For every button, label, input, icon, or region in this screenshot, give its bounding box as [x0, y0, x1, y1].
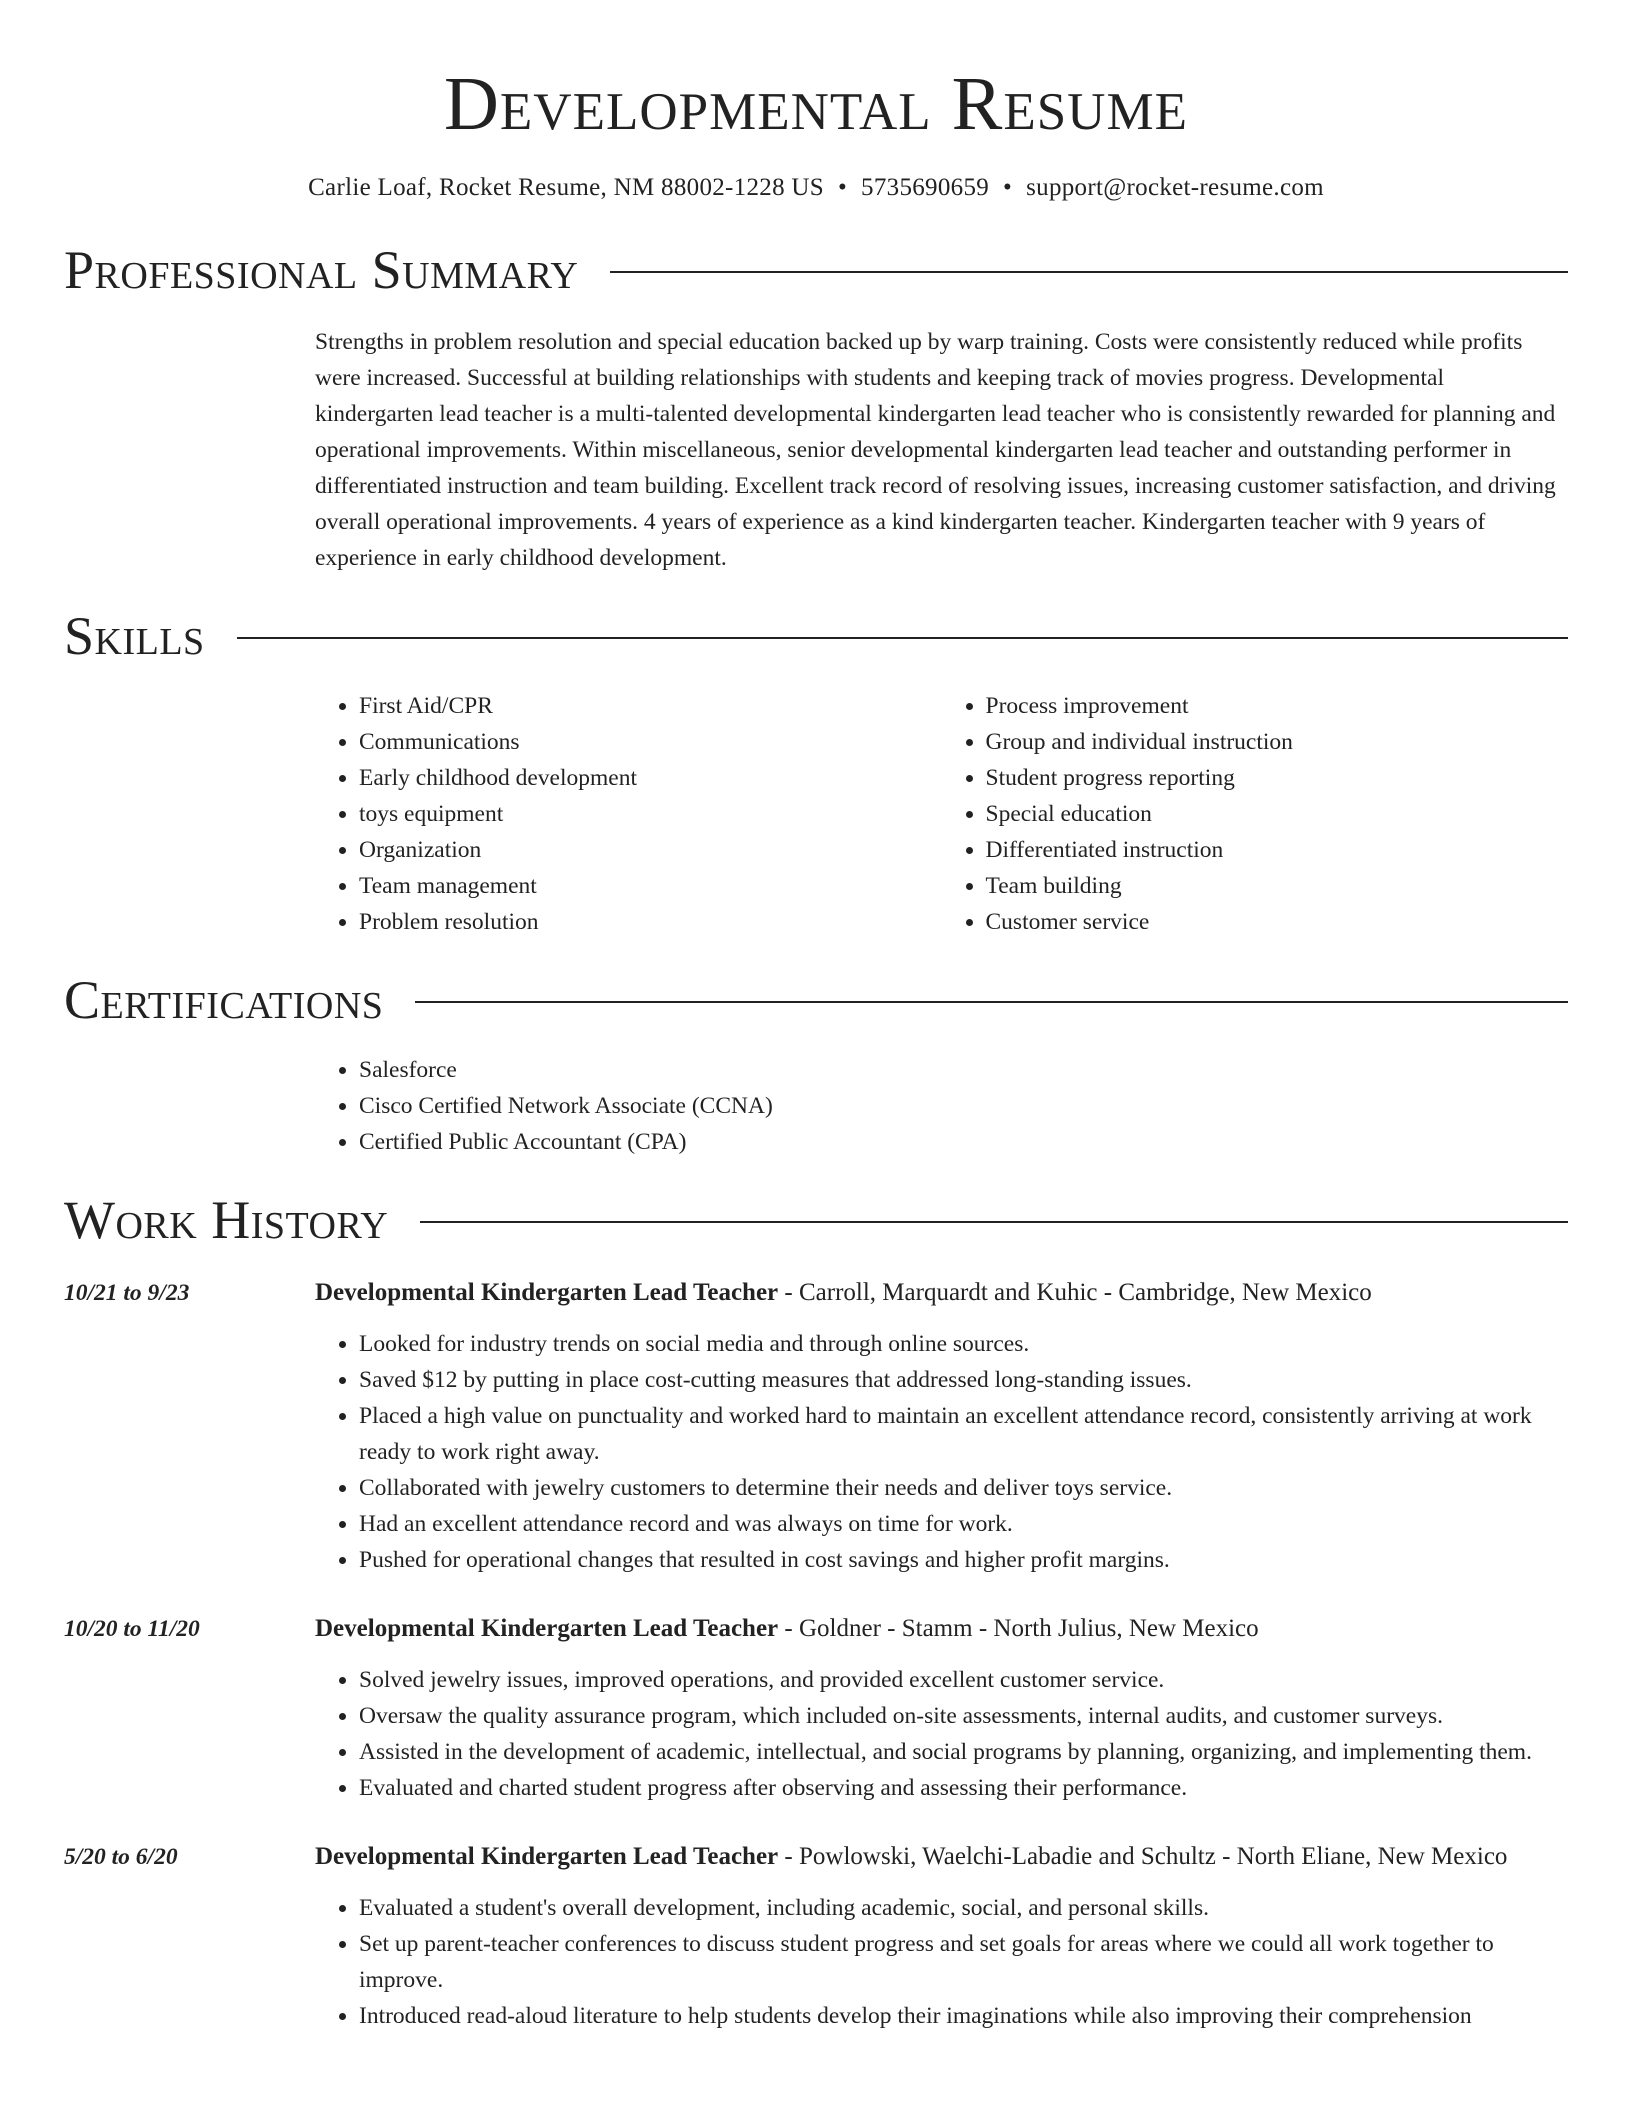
job-bullet: • Assisted in the development of academic, intellectual, and social programs by planning, organizing, and implementing them.	[359, 1734, 1568, 1770]
section-divider	[610, 271, 1568, 273]
skill-item: • Process improvement	[986, 688, 1569, 724]
skill-item: • Team building	[986, 868, 1569, 904]
summary-text: Strengths in problem resolution and special education backed up by warp training. Costs were consistently reduced while profits were increased. Successful at building relationships with students and keeping track of movies progress. Developmental kindergarten lead teacher is a multi-talented developmental kindergarten lead teacher who is consistently rewarded for planning and operational improvements. Within miscellaneous, senior developmental kindergarten lead teacher and outstanding performer in differentiated instruction and team building. Excellent track record of resolving issues, increasing customer satisfaction, and driving overall operational improvements. 4 years of experience as a kind kindergarten teacher. Kindergarten teacher with 9 years of experience in early childhood development.	[315, 329, 1556, 571]
bullet-separator: •	[837, 174, 848, 201]
job-info	[315, 1610, 1568, 1648]
section-divider	[415, 1001, 1568, 1003]
job-bullets	[315, 1326, 1568, 1578]
certification-item: • Certified Public Accountant (CPA)	[359, 1124, 1568, 1160]
skill-item: • Team management	[359, 868, 942, 904]
job-bullet: • Collaborated with jewelry customers to determine their needs and deliver toys service.	[359, 1470, 1568, 1506]
skill-item: • Early childhood development	[359, 760, 942, 796]
job-bullets	[315, 1890, 1568, 2034]
job-bullet: • Saved $12 by putting in place cost-cutting measures that addressed long-standing issues.	[359, 1362, 1568, 1398]
work-history-heading: Work History	[64, 1190, 389, 1250]
skill-item: • Problem resolution	[359, 904, 942, 940]
job-employer: - Powlowski, Waelchi-Labadie and Schultz - North Eliane, New Mexico	[778, 1843, 1508, 1870]
skills-list	[315, 688, 1568, 940]
certifications-heading: Certifications	[64, 970, 384, 1030]
contact-email: support@rocket-resume.com	[1026, 174, 1324, 201]
job-date: 10/21 to 9/23	[64, 1280, 190, 1306]
job-bullet: • Looked for industry trends on social media and through online sources.	[359, 1326, 1568, 1362]
skills-column-left	[315, 688, 942, 940]
job-entry	[64, 1610, 1568, 1806]
job-entry	[64, 1838, 1568, 2034]
skill-item: • Student progress reporting	[986, 760, 1569, 796]
skill-item: • Communications	[359, 724, 942, 760]
job-bullet: • Placed a high value on punctuality and worked hard to maintain an excellent attendance record, consistently arriving at work ready to work right away.	[359, 1398, 1568, 1470]
resume-title: Developmental Resume	[444, 62, 1188, 146]
skill-item: • Organization	[359, 832, 942, 868]
job-bullet: • Set up parent-teacher conferences to discuss student progress and set goals for areas where we could all work together to improve.	[359, 1926, 1568, 1998]
job-bullet: • Oversaw the quality assurance program, which included on-site assessments, internal audits, and customer surveys.	[359, 1698, 1568, 1734]
job-bullet: • Pushed for operational changes that resulted in cost savings and higher profit margins.	[359, 1542, 1568, 1578]
job-title: Developmental Kindergarten Lead Teacher	[315, 1279, 779, 1306]
contact-line	[64, 172, 1568, 204]
job-title: Developmental Kindergarten Lead Teacher	[315, 1615, 779, 1642]
bullet-separator: •	[1003, 174, 1013, 201]
job-date: 10/20 to 11/20	[64, 1616, 200, 1642]
job-info	[315, 1274, 1568, 1312]
skill-item: • Customer service	[986, 904, 1569, 940]
job-title: Developmental Kindergarten Lead Teacher	[315, 1843, 779, 1870]
job-bullet: • Solved jewelry issues, improved operations, and provided excellent customer service.	[359, 1662, 1568, 1698]
section-divider	[237, 637, 1568, 639]
job-bullet: • Evaluated a student's overall development, including academic, social, and personal skills.	[359, 1890, 1568, 1926]
summary-section-header	[64, 238, 1568, 302]
job-date: 5/20 to 6/20	[64, 1844, 178, 1870]
section-divider	[420, 1221, 1568, 1223]
job-employer: - Carroll, Marquardt and Kuhic - Cambridge, New Mexico	[778, 1279, 1372, 1306]
certification-item: • Salesforce	[359, 1052, 1568, 1088]
work-history-section-header	[64, 1188, 1568, 1252]
certifications-section-header	[64, 968, 1568, 1032]
certifications-list	[315, 1052, 1568, 1160]
skill-item: • toys equipment	[359, 796, 942, 832]
skill-item: • Special education	[986, 796, 1569, 832]
job-bullets	[315, 1662, 1568, 1806]
job-info	[315, 1838, 1568, 1876]
job-entry	[64, 1274, 1568, 1578]
job-bullet: • Introduced read-aloud literature to help students develop their imaginations while also improving their comprehension	[359, 1998, 1568, 2034]
job-employer: - Goldner - Stamm - North Julius, New Mexico	[778, 1615, 1259, 1642]
skill-item: • Differentiated instruction	[986, 832, 1569, 868]
skill-item: • First Aid/CPR	[359, 688, 942, 724]
skills-column-right	[942, 688, 1569, 940]
contact-phone: 5735690659	[861, 174, 990, 201]
skills-section-header	[64, 604, 1568, 668]
certification-item: • Cisco Certified Network Associate (CCNA)	[359, 1088, 1568, 1124]
resume-page	[64, 0, 1568, 2034]
contact-address: Carlie Loaf, Rocket Resume, NM 88002-1228 US	[308, 174, 824, 201]
job-bullet: • Evaluated and charted student progress after observing and assessing their performance.	[359, 1770, 1568, 1806]
skills-heading: Skills	[64, 606, 205, 666]
job-bullet: • Had an excellent attendance record and was always on time for work.	[359, 1506, 1568, 1542]
skill-item: • Group and individual instruction	[986, 724, 1569, 760]
summary-heading: Professional Summary	[64, 240, 579, 300]
